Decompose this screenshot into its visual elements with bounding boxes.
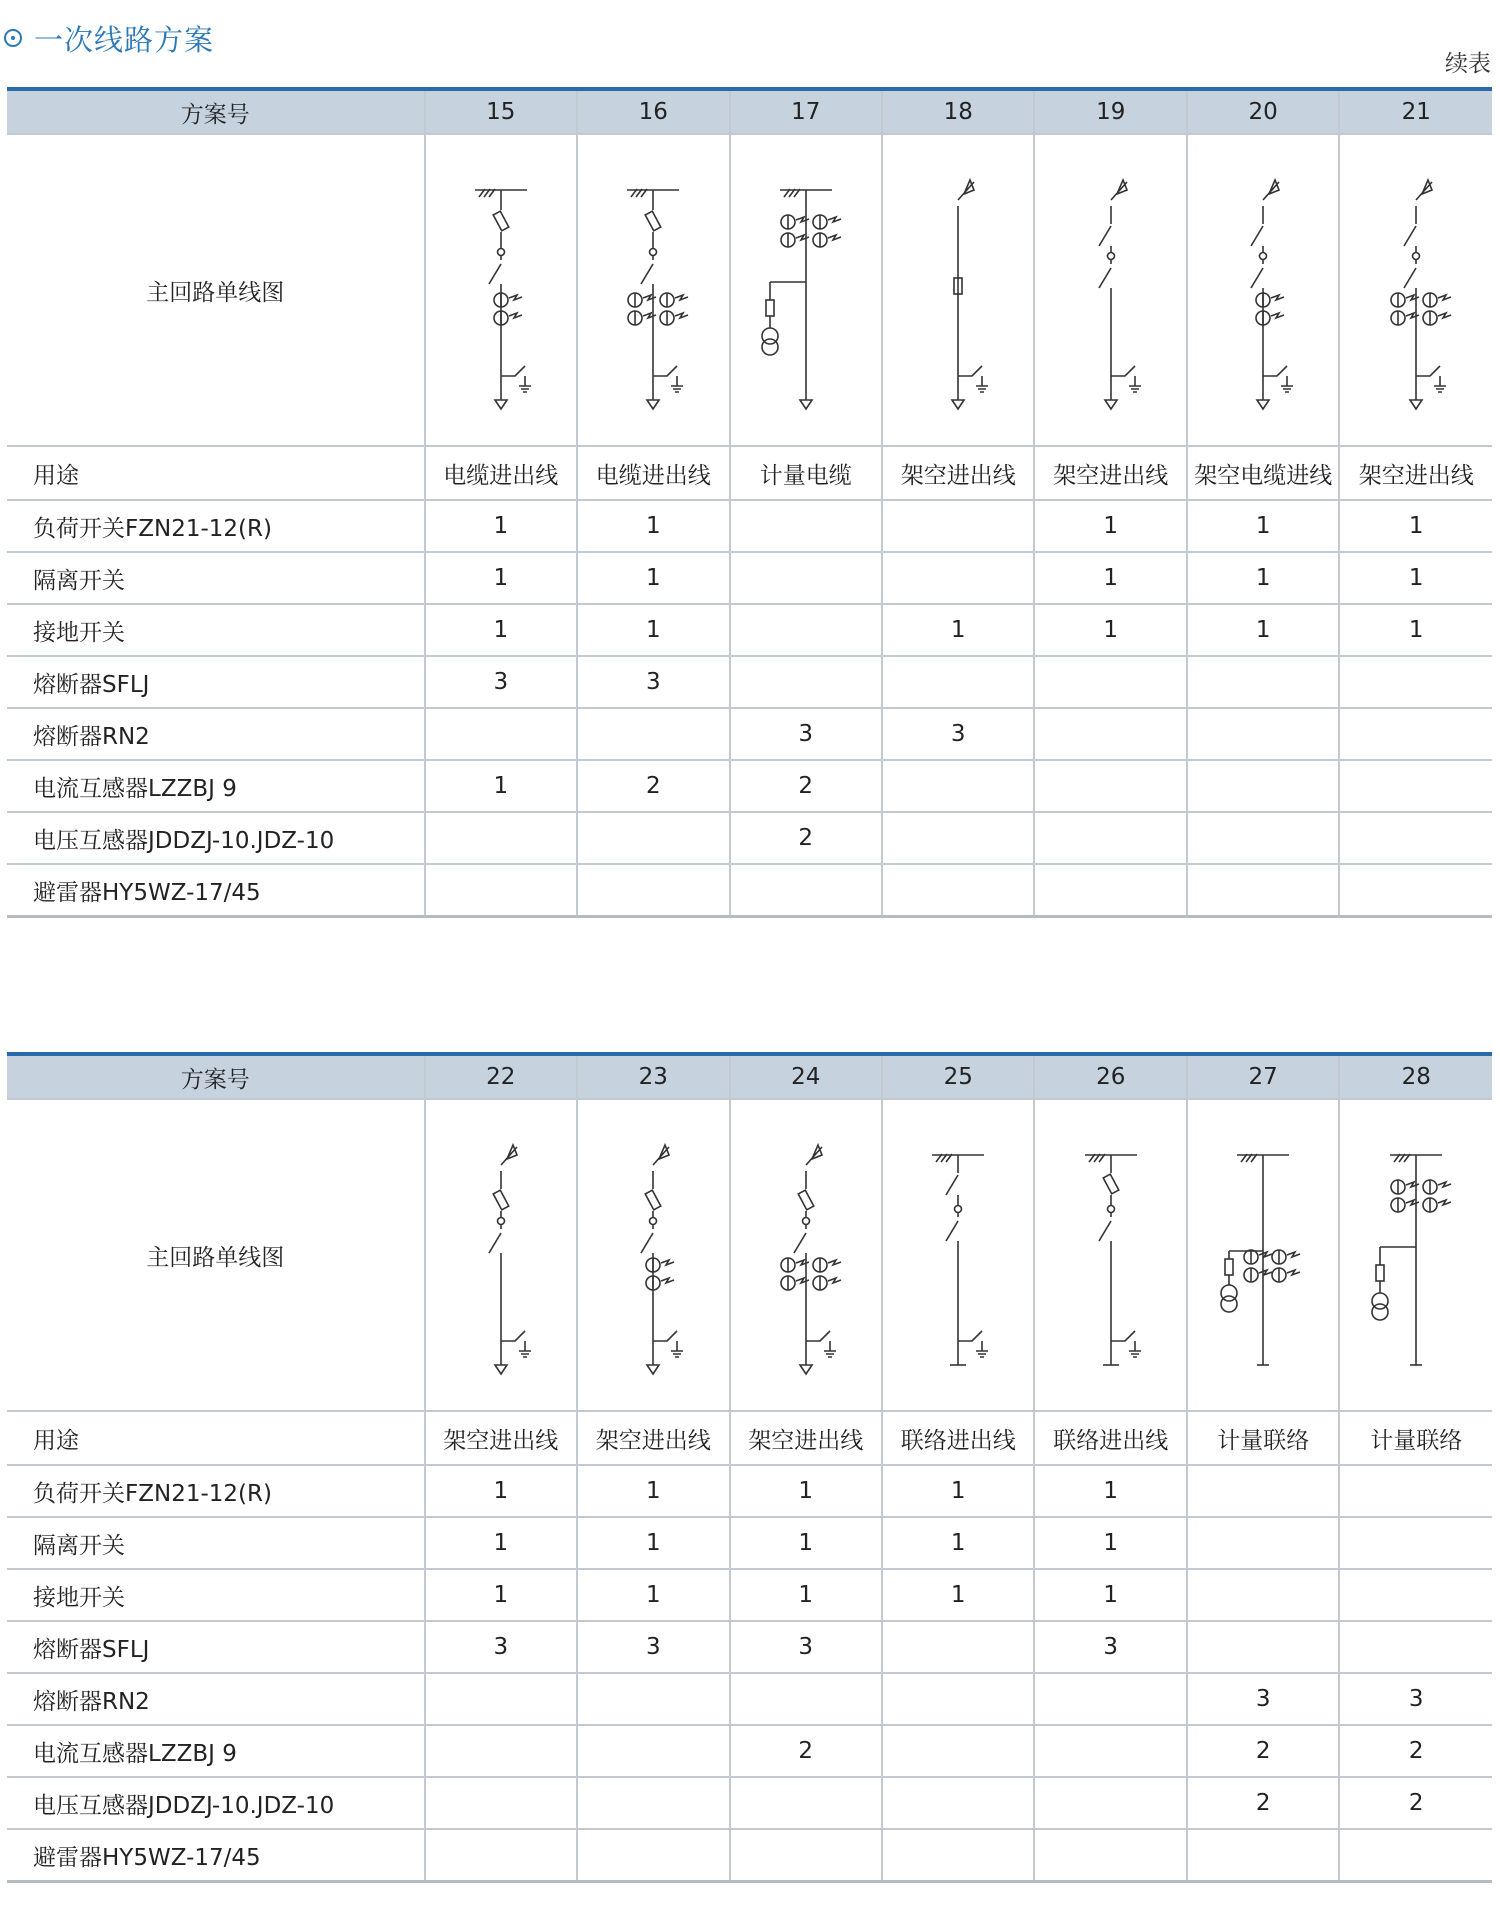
component-label: 熔断器RN2 xyxy=(7,708,425,760)
quantity-cell: 3 xyxy=(882,708,1034,760)
scheme-19-diagram-icon xyxy=(1034,134,1186,446)
quantity-cell xyxy=(730,604,882,656)
scheme-number: 20 xyxy=(1187,89,1339,134)
diagram-row-label: 主回路单线图 xyxy=(7,1099,425,1411)
quantity-cell xyxy=(1339,812,1492,864)
quantity-cell xyxy=(1187,864,1339,917)
scheme-number: 19 xyxy=(1034,89,1186,134)
quantity-cell: 1 xyxy=(1034,1517,1186,1569)
scheme-16-diagram-icon xyxy=(577,134,729,446)
component-label: 熔断器RN2 xyxy=(7,1673,425,1725)
quantity-cell xyxy=(577,812,729,864)
quantity-cell xyxy=(882,760,1034,812)
scheme-28-diagram-icon xyxy=(1339,1099,1492,1411)
scheme-header-row xyxy=(7,89,1492,134)
component-row xyxy=(7,708,1492,760)
quantity-cell xyxy=(425,1777,577,1829)
usage-cell: 架空进出线 xyxy=(577,1411,729,1465)
quantity-cell xyxy=(882,1673,1034,1725)
scheme-21-diagram-icon xyxy=(1339,134,1492,446)
quantity-cell: 1 xyxy=(1034,604,1186,656)
quantity-cell: 1 xyxy=(1339,604,1492,656)
quantity-cell: 1 xyxy=(577,1465,729,1517)
quantity-cell: 1 xyxy=(425,604,577,656)
circuit-diagram xyxy=(441,1125,561,1385)
quantity-cell xyxy=(1339,1465,1492,1517)
scheme-18-diagram-icon xyxy=(882,134,1034,446)
quantity-cell xyxy=(882,552,1034,604)
quantity-cell: 1 xyxy=(425,552,577,604)
component-label: 负荷开关FZN21-12(R) xyxy=(7,500,425,552)
usage-cell: 计量电缆 xyxy=(730,446,882,500)
quantity-cell: 3 xyxy=(1187,1673,1339,1725)
scheme-number: 17 xyxy=(730,89,882,134)
circuit-diagram xyxy=(1356,1125,1476,1385)
usage-cell: 架空进出线 xyxy=(1339,446,1492,500)
quantity-cell xyxy=(882,500,1034,552)
usage-row-label: 用途 xyxy=(7,1411,425,1465)
quantity-cell: 3 xyxy=(425,1621,577,1673)
component-label: 隔离开关 xyxy=(7,552,425,604)
quantity-cell: 3 xyxy=(730,708,882,760)
scheme-number: 28 xyxy=(1339,1054,1492,1099)
quantity-cell: 1 xyxy=(425,1517,577,1569)
quantity-cell: 3 xyxy=(1034,1621,1186,1673)
quantity-cell: 2 xyxy=(730,760,882,812)
bullet-circle-icon xyxy=(4,29,22,47)
quantity-cell: 2 xyxy=(1339,1725,1492,1777)
component-label: 电流互感器LZZBJ 9 xyxy=(7,760,425,812)
component-label: 电流互感器LZZBJ 9 xyxy=(7,1725,425,1777)
quantity-cell xyxy=(1034,760,1186,812)
component-row xyxy=(7,1465,1492,1517)
circuit-diagram xyxy=(441,160,561,420)
quantity-cell: 3 xyxy=(425,656,577,708)
component-label: 接地开关 xyxy=(7,604,425,656)
usage-cell: 架空进出线 xyxy=(1034,446,1186,500)
usage-cell: 联络进出线 xyxy=(882,1411,1034,1465)
circuit-diagram xyxy=(1051,1125,1171,1385)
quantity-cell xyxy=(1339,1517,1492,1569)
usage-cell: 计量联络 xyxy=(1339,1411,1492,1465)
diagram-row xyxy=(7,1099,1492,1411)
component-label: 熔断器SFLJ xyxy=(7,656,425,708)
scheme-no-label: 方案号 xyxy=(7,89,425,134)
quantity-cell: 1 xyxy=(1339,500,1492,552)
usage-cell: 架空进出线 xyxy=(730,1411,882,1465)
scheme-no-label: 方案号 xyxy=(7,1054,425,1099)
page-heading xyxy=(0,18,214,58)
quantity-cell xyxy=(577,708,729,760)
quantity-cell xyxy=(425,1725,577,1777)
scheme-header-row xyxy=(7,1054,1492,1099)
component-row xyxy=(7,500,1492,552)
circuit-diagram xyxy=(1203,160,1323,420)
quantity-cell: 1 xyxy=(425,760,577,812)
quantity-cell xyxy=(730,1829,882,1882)
component-row xyxy=(7,1777,1492,1829)
component-row xyxy=(7,1621,1492,1673)
page-title: 一次线路方案 xyxy=(34,22,215,57)
quantity-cell: 1 xyxy=(1034,552,1186,604)
usage-cell: 联络进出线 xyxy=(1034,1411,1186,1465)
quantity-cell xyxy=(1339,656,1492,708)
scheme-22-diagram-icon xyxy=(425,1099,577,1411)
usage-row-label: 用途 xyxy=(7,446,425,500)
quantity-cell xyxy=(1339,1621,1492,1673)
component-row xyxy=(7,812,1492,864)
quantity-cell xyxy=(1339,708,1492,760)
circuit-diagram xyxy=(746,1125,866,1385)
quantity-cell: 1 xyxy=(1187,500,1339,552)
quantity-cell xyxy=(1339,760,1492,812)
quantity-cell xyxy=(1034,1829,1186,1882)
scheme-number: 27 xyxy=(1187,1054,1339,1099)
quantity-cell xyxy=(425,1673,577,1725)
quantity-cell xyxy=(425,708,577,760)
quantity-cell xyxy=(1187,1621,1339,1673)
quantity-cell xyxy=(1187,656,1339,708)
component-row xyxy=(7,552,1492,604)
usage-cell: 架空进出线 xyxy=(882,446,1034,500)
quantity-cell xyxy=(1034,656,1186,708)
scheme-number: 24 xyxy=(730,1054,882,1099)
circuit-diagram xyxy=(898,1125,1018,1385)
quantity-cell xyxy=(1187,760,1339,812)
quantity-cell xyxy=(425,864,577,917)
quantity-cell xyxy=(730,656,882,708)
quantity-cell: 2 xyxy=(1187,1777,1339,1829)
quantity-cell: 1 xyxy=(425,500,577,552)
usage-row xyxy=(7,1411,1492,1465)
diagram-row xyxy=(7,134,1492,446)
quantity-cell xyxy=(730,864,882,917)
scheme-20-diagram-icon xyxy=(1187,134,1339,446)
quantity-cell: 1 xyxy=(577,500,729,552)
quantity-cell: 1 xyxy=(1187,552,1339,604)
quantity-cell xyxy=(1034,812,1186,864)
quantity-cell: 3 xyxy=(1339,1673,1492,1725)
scheme-26-diagram-icon xyxy=(1034,1099,1186,1411)
component-label: 电压互感器JDDZJ-10.JDZ-10 xyxy=(7,812,425,864)
quantity-cell xyxy=(1187,812,1339,864)
component-label: 接地开关 xyxy=(7,1569,425,1621)
quantity-cell xyxy=(730,500,882,552)
quantity-cell xyxy=(1339,864,1492,917)
quantity-cell: 1 xyxy=(1034,1569,1186,1621)
quantity-cell xyxy=(1034,1777,1186,1829)
scheme-27-diagram-icon xyxy=(1187,1099,1339,1411)
quantity-cell: 3 xyxy=(730,1621,882,1673)
quantity-cell: 1 xyxy=(425,1465,577,1517)
quantity-cell: 2 xyxy=(730,812,882,864)
quantity-cell: 1 xyxy=(1187,604,1339,656)
component-label: 避雷器HY5WZ-17/45 xyxy=(7,1829,425,1882)
scheme-23-diagram-icon xyxy=(577,1099,729,1411)
quantity-cell: 2 xyxy=(1187,1725,1339,1777)
component-label: 熔断器SFLJ xyxy=(7,1621,425,1673)
quantity-cell xyxy=(577,864,729,917)
component-row xyxy=(7,1569,1492,1621)
usage-cell: 架空电缆进线 xyxy=(1187,446,1339,500)
quantity-cell xyxy=(1187,1829,1339,1882)
component-label: 负荷开关FZN21-12(R) xyxy=(7,1465,425,1517)
quantity-cell xyxy=(730,552,882,604)
quantity-cell: 1 xyxy=(730,1465,882,1517)
scheme-17-diagram-icon xyxy=(730,134,882,446)
quantity-cell: 2 xyxy=(730,1725,882,1777)
quantity-cell xyxy=(1339,1829,1492,1882)
component-row xyxy=(7,760,1492,812)
usage-cell: 架空进出线 xyxy=(425,1411,577,1465)
quantity-cell xyxy=(730,1777,882,1829)
scheme-number: 18 xyxy=(882,89,1034,134)
quantity-cell: 2 xyxy=(1339,1777,1492,1829)
circuit-diagram xyxy=(898,160,1018,420)
scheme-table-1 xyxy=(7,87,1492,918)
scheme-number: 16 xyxy=(577,89,729,134)
diagram-row-label: 主回路单线图 xyxy=(7,134,425,446)
quantity-cell xyxy=(882,656,1034,708)
quantity-cell: 1 xyxy=(882,1465,1034,1517)
quantity-cell: 1 xyxy=(730,1517,882,1569)
scheme-24-diagram-icon xyxy=(730,1099,882,1411)
scheme-number: 15 xyxy=(425,89,577,134)
quantity-cell xyxy=(882,1725,1034,1777)
quantity-cell xyxy=(425,1829,577,1882)
quantity-cell: 1 xyxy=(577,1569,729,1621)
quantity-cell: 3 xyxy=(577,1621,729,1673)
component-row xyxy=(7,1725,1492,1777)
circuit-diagram xyxy=(1356,160,1476,420)
component-label: 隔离开关 xyxy=(7,1517,425,1569)
quantity-cell xyxy=(577,1725,729,1777)
quantity-cell: 2 xyxy=(577,760,729,812)
usage-cell: 计量联络 xyxy=(1187,1411,1339,1465)
circuit-diagram xyxy=(593,1125,713,1385)
quantity-cell: 1 xyxy=(1339,552,1492,604)
quantity-cell xyxy=(425,812,577,864)
quantity-cell: 1 xyxy=(882,1569,1034,1621)
quantity-cell xyxy=(730,1673,882,1725)
quantity-cell xyxy=(1034,708,1186,760)
circuit-diagram xyxy=(1203,1125,1323,1385)
quantity-cell: 1 xyxy=(730,1569,882,1621)
scheme-number: 25 xyxy=(882,1054,1034,1099)
scheme-number: 21 xyxy=(1339,89,1492,134)
quantity-cell: 1 xyxy=(1034,500,1186,552)
scheme-table-2 xyxy=(7,1052,1492,1883)
quantity-cell xyxy=(1187,1465,1339,1517)
component-row xyxy=(7,656,1492,708)
component-row xyxy=(7,1829,1492,1882)
component-row xyxy=(7,1673,1492,1725)
component-row xyxy=(7,864,1492,917)
scheme-number: 26 xyxy=(1034,1054,1186,1099)
quantity-cell xyxy=(1034,1673,1186,1725)
quantity-cell xyxy=(1339,1569,1492,1621)
usage-cell: 电缆进出线 xyxy=(577,446,729,500)
usage-cell: 电缆进出线 xyxy=(425,446,577,500)
quantity-cell xyxy=(577,1829,729,1882)
scheme-number: 22 xyxy=(425,1054,577,1099)
quantity-cell xyxy=(1034,1725,1186,1777)
circuit-diagram xyxy=(746,160,866,420)
quantity-cell: 1 xyxy=(425,1569,577,1621)
quantity-cell: 3 xyxy=(577,656,729,708)
quantity-cell xyxy=(577,1673,729,1725)
quantity-cell xyxy=(1187,1517,1339,1569)
component-row xyxy=(7,1517,1492,1569)
quantity-cell xyxy=(1187,708,1339,760)
scheme-number: 23 xyxy=(577,1054,729,1099)
quantity-cell: 1 xyxy=(577,604,729,656)
quantity-cell xyxy=(577,1777,729,1829)
quantity-cell xyxy=(882,1621,1034,1673)
quantity-cell xyxy=(882,1829,1034,1882)
usage-row xyxy=(7,446,1492,500)
component-label: 避雷器HY5WZ-17/45 xyxy=(7,864,425,917)
scheme-25-diagram-icon xyxy=(882,1099,1034,1411)
component-label: 电压互感器JDDZJ-10.JDZ-10 xyxy=(7,1777,425,1829)
quantity-cell xyxy=(1034,864,1186,917)
scheme-15-diagram-icon xyxy=(425,134,577,446)
component-row xyxy=(7,604,1492,656)
quantity-cell xyxy=(882,812,1034,864)
quantity-cell xyxy=(882,864,1034,917)
circuit-diagram xyxy=(593,160,713,420)
continued-label: 续表 xyxy=(1445,51,1491,77)
quantity-cell xyxy=(1187,1569,1339,1621)
quantity-cell: 1 xyxy=(577,552,729,604)
quantity-cell: 1 xyxy=(882,1517,1034,1569)
quantity-cell xyxy=(882,1777,1034,1829)
quantity-cell: 1 xyxy=(577,1517,729,1569)
quantity-cell: 1 xyxy=(1034,1465,1186,1517)
quantity-cell: 1 xyxy=(882,604,1034,656)
circuit-diagram xyxy=(1051,160,1171,420)
